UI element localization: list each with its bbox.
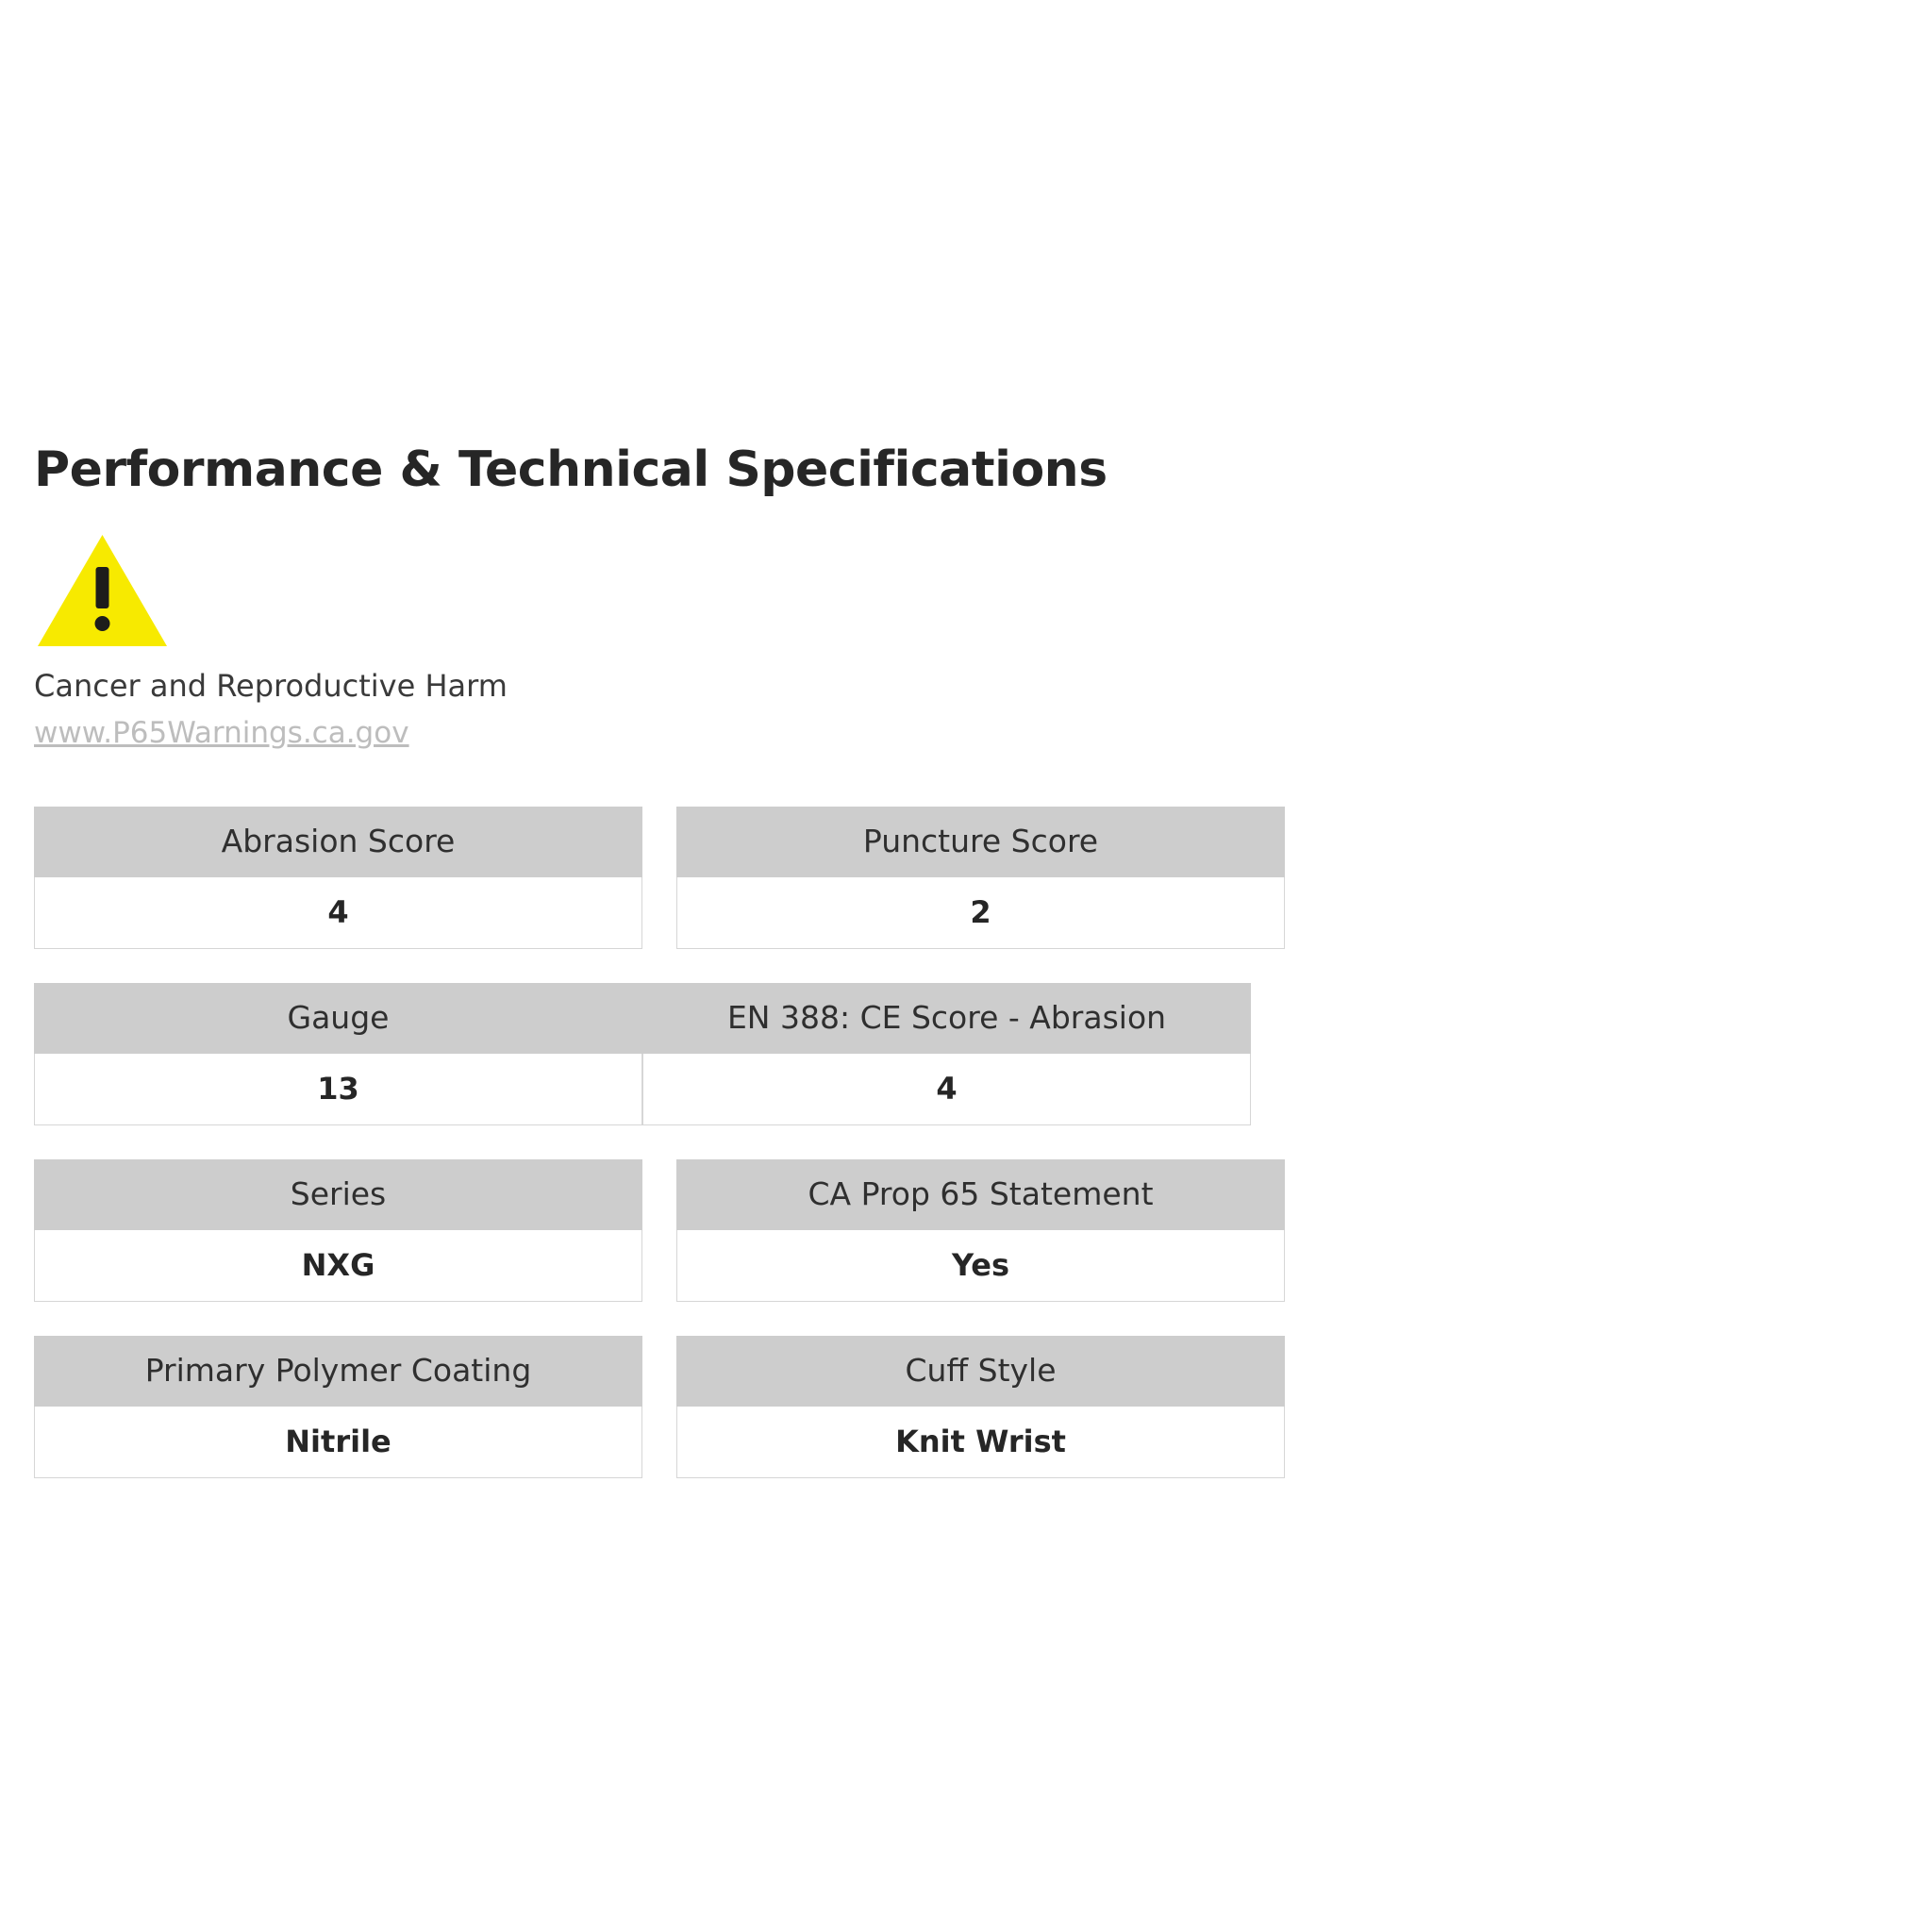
spec-value: Nitrile — [34, 1407, 642, 1478]
spec-label: Primary Polymer Coating — [34, 1336, 642, 1407]
spec-grid — [34, 807, 1911, 1512]
spec-label: CA Prop 65 Statement — [676, 1159, 1285, 1230]
spec-value: 4 — [642, 1054, 1251, 1125]
spec-label: EN 388: CE Score - Abrasion — [642, 983, 1251, 1054]
prop65-warning-block — [34, 531, 1898, 752]
spec-card — [34, 1159, 642, 1302]
spec-value: NXG — [34, 1230, 642, 1302]
spec-label: Cuff Style — [676, 1336, 1285, 1407]
spec-value: Knit Wrist — [676, 1407, 1285, 1478]
prop65-warning-text: Cancer and Reproductive Harm — [34, 668, 508, 705]
page-title: Performance & Technical Specifications — [34, 441, 1108, 498]
spec-value: 4 — [34, 877, 642, 949]
spec-label: Series — [34, 1159, 642, 1230]
spec-label: Puncture Score — [676, 807, 1285, 877]
spec-value: Yes — [676, 1230, 1285, 1302]
spec-card — [34, 807, 642, 949]
warning-triangle-icon — [34, 531, 1898, 652]
spec-card — [676, 807, 1285, 949]
prop65-warning-link[interactable]: www.P65Warnings.ca.gov — [34, 715, 409, 750]
spec-card — [34, 1336, 642, 1478]
spec-value: 13 — [34, 1054, 642, 1125]
content-container — [34, 443, 1898, 1512]
spec-card — [676, 1159, 1285, 1302]
spec-value: 2 — [676, 877, 1285, 949]
spec-card — [676, 1336, 1285, 1478]
spec-label: Abrasion Score — [34, 807, 642, 877]
spec-card — [34, 983, 642, 1125]
spec-label: Gauge — [34, 983, 642, 1054]
spec-card — [642, 983, 1251, 1125]
